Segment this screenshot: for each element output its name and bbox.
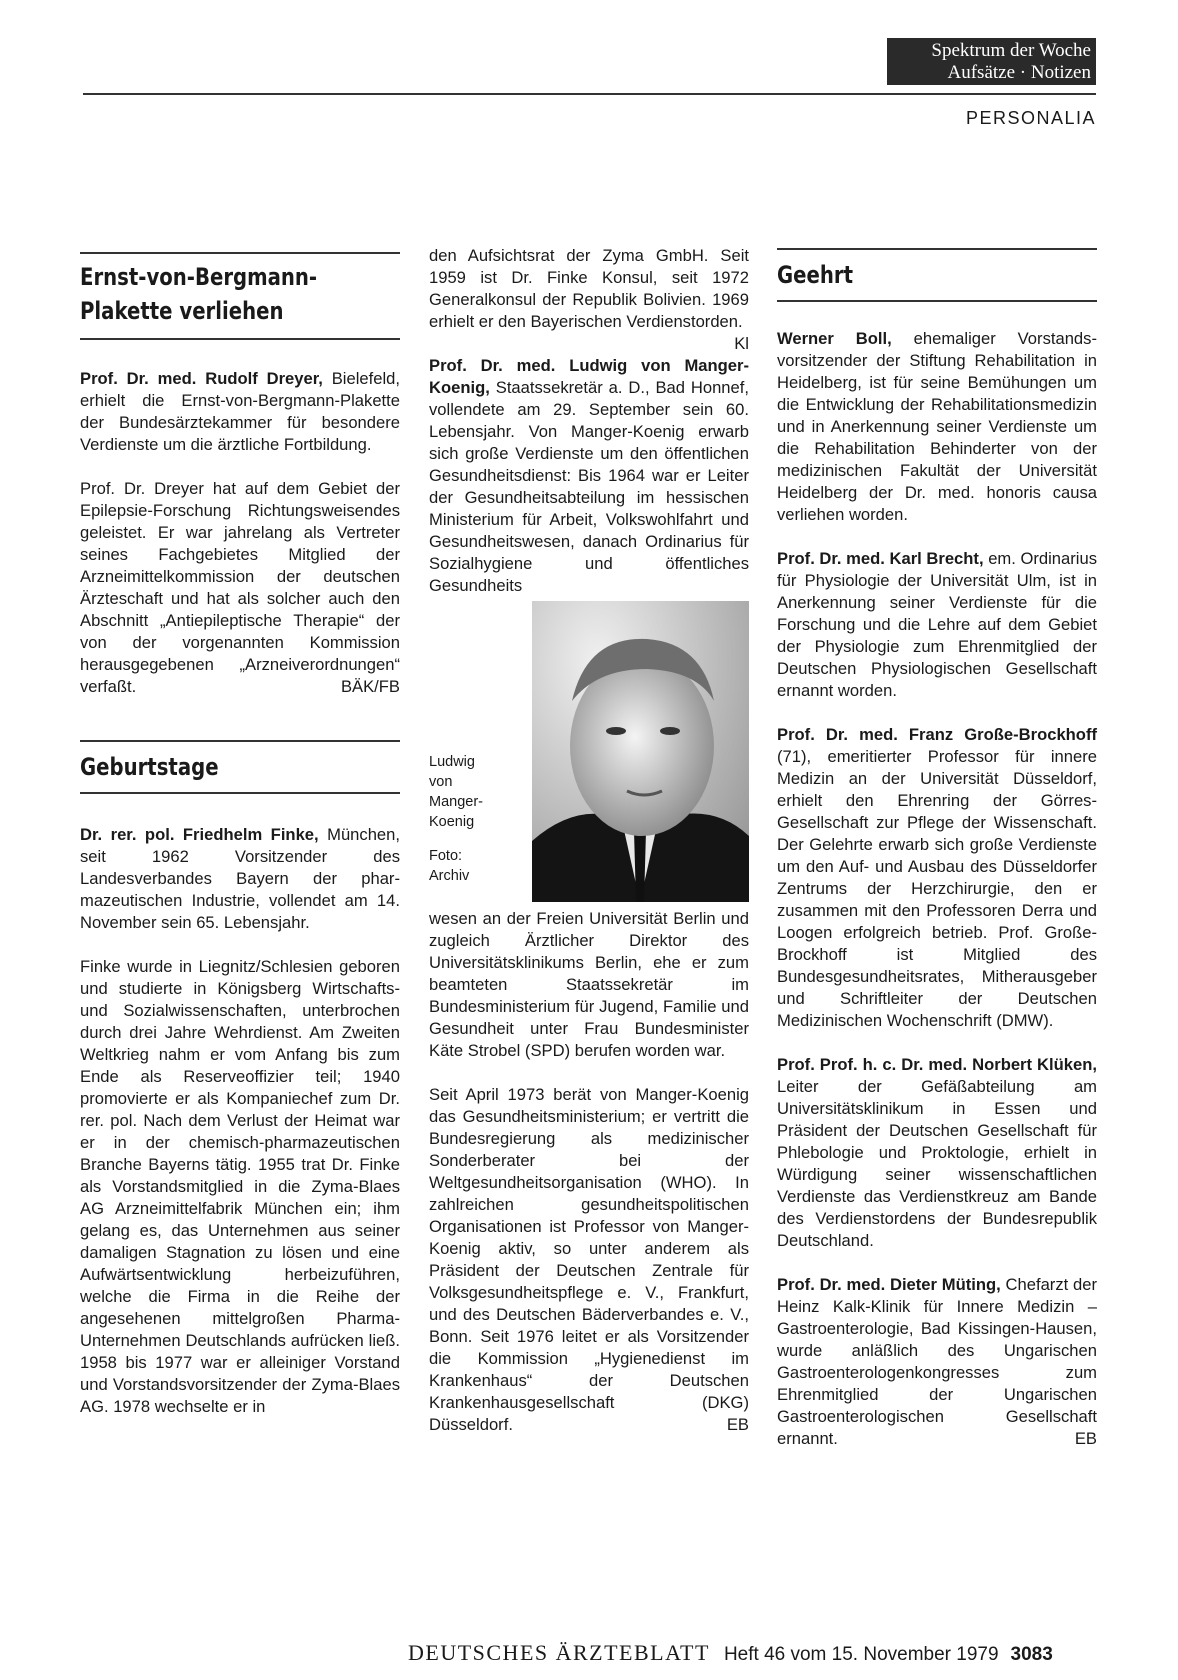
photo-caption [429, 752, 483, 886]
brecht-name: Prof. Dr. med. Karl Brecht, [777, 549, 984, 568]
article-muething [777, 1274, 1097, 1450]
caption-name-4: Koenig [429, 814, 475, 830]
page-footer [408, 1640, 1053, 1666]
finke-source: Kl [734, 334, 749, 353]
finke-name: Dr. rer. pol. Friedhelm Finke, [80, 825, 319, 844]
issue-info: Heft 46 vom 15. November 1979 [723, 1644, 999, 1665]
dreyer-text1: Bielefeld, erhielt die Ernst-von-Bergmann-Plakette der Bundesärztekammer für besondere Verdienste um die ärztliche Fortbildung. [80, 369, 400, 454]
heading-rule-bottom [777, 300, 1097, 302]
caption-name-3: Manger- [429, 794, 483, 810]
caption-foto-1: Foto: [429, 848, 463, 864]
brecht-text: em. Ordinarius für Physiologie der Universität Ulm, ist in Anerkennung seiner Verdienste für die Forschung und die Lehre auf dem Gebiet der Physiologie zum Ehrenmitglied der Deutschen Physiologischen Gesellschaft ernannt worden. [777, 549, 1098, 700]
magazine-name: DEUTSCHES ÄRZTEBLATT [408, 1640, 710, 1665]
dreyer-source: BÄK/FB [340, 677, 400, 696]
column-3 [777, 248, 1097, 1450]
boll-text: ehemaliger Vorstandsvorsitzender der Stiftung Rehabilitation in Heidelberg, ist für seine Bemühungen um die Entwicklung der Rehabilitationsmedizin und in Anerkennung seiner Verdienste um die Rehabilitation Behinderter von der medizinischen Fakultät der Universität Heidelberg der Dr. med. honoris causa verliehen worden. [777, 329, 1097, 524]
heading-geburtstage: Geburtstage [80, 753, 219, 781]
muething-source: EB [1074, 1429, 1097, 1448]
article-manger-1 [429, 355, 749, 597]
article-manger-2: wesen an der Freien Universität Berlin und zugleich Ärztlicher Direktor des Universitätsklinikums Berlin, ehe er zum beamteten Staatssekretär im Bundesministerium für Jugend, Familie und Gesundheit unter Frau Bundesminister Käte Strobel (SPD) berufen worden war. [429, 909, 749, 1060]
grosse-text: (71), emeritierter Professor für innere Medizin an der Universität Düsseldorf, erhielt den Ehrenring der Görres-Gesellschaft zur Pflege der Wissenschaft. Der Gelehrte erwarb sich große Verdienste um den Auf- und Ausbau des Düsseldorfer Zentrums der Herzchirurgie, den er zusammen mit den Professoren Derra und Loogen erfolgreich betrieb. Prof. Große-Brockhoff ist Mitglied des Bundesgesundheitsrates, Mitherausgeber und Schriftleiter der Deutschen Medizinischen Wochenschrift (DMW). [777, 747, 1097, 1030]
caption-name-2: von [429, 774, 453, 790]
article-dreyer-1 [80, 368, 400, 456]
manger-name: Prof. Dr. med. Ludwig von Manger-Koenig, [429, 356, 749, 397]
column-2 [429, 245, 749, 1436]
article-brecht [777, 548, 1097, 702]
article-boll [777, 328, 1097, 526]
heading-bergmann-line2: Plakette verliehen [80, 297, 284, 325]
manger-text1: Staatssekretär a. D., Bad Honnef, vollendete am 29. September sein 60. Lebensjahr. Von Manger-Koenig erwarb sich große Verdienste um den öffentlichen Gesundheitsdienst: Bis 1964 war er Leiter der Gesundheitsabteilung im hessischen Ministerium für Arbeit, Volkswohlfahrt und Gesundheitswesen, danach Ordinarius für Sozialhygiene und öffentliches Gesundheits [429, 378, 749, 595]
photo-block [429, 601, 749, 902]
heading-geehrt: Geehrt [777, 261, 853, 289]
page-number: 3083 [1010, 1644, 1053, 1665]
finke-cont-text: den Aufsichtsrat der Zyma GmbH. Seit 1959 ist Dr. Finke Konsul, seit 1972 Generalkonsul der Republik Bolivien. 1969 erhielt er den Bayerischen Verdienstorden. [429, 246, 749, 331]
muething-text: Chefarzt der Heinz Kalk-Klinik für Innere Medizin – Gastroenterologie, Bad Kissingen-Hausen, wurde anläßlich des Ungarischen Gastroenterologenkongresses zum Ehrenmitglied der Ungarischen Gastroenterologischen Gesellschaft ernannt. [777, 1275, 1097, 1448]
article-grosse [777, 724, 1097, 1032]
grosse-name: Prof. Dr. med. Franz Große-Brockhoff [777, 725, 1097, 744]
article-manger-3 [429, 1084, 749, 1436]
section-label: PERSONALIA [965, 108, 1096, 128]
column-1 [80, 252, 400, 1418]
header-rule [83, 93, 1096, 95]
finke-text1: München, seit 1962 Vorsitzender des Landesverbandes Bayern der pharmazeutischen Industrie, vollendet am 14. November sein 65. Lebensjahr. [80, 825, 400, 932]
dreyer-name: Prof. Dr. med. Rudolf Dreyer, [80, 369, 323, 388]
article-klueken [777, 1054, 1097, 1252]
article-finke-1 [80, 824, 400, 934]
manger-text3: Seit April 1973 berät von Manger-Koenig das Gesundheitsministerium; er vertritt die Bundesregierung als medizinischer Sonderberater bei der Weltgesundheitsorganisation (WHO). In zahlreichen gesundheitspolitischen Organisationen ist Professor von Manger-Koenig aktiv, so unter anderem als Präsident der Deutschen Zentrale für Volksgesundheitspflege e. V., Frankfurt, und des Deutschen Bäderverbandes e. V., Bonn. Seit 1976 leitet er als Vorsitzender die Kommission „Hygienedienst im Krankenhaus“ der Deutschen Krankenhausgesellschaft (DKG) Düsseldorf. [429, 1085, 749, 1434]
caption-foto-2: Archiv [429, 868, 470, 884]
klueken-text: Leiter der Gefäßabteilung am Universitätsklinikum in Essen und Präsident der Deutschen Gesellschaft für Phlebologie und Proktologie, erhielt in Würdigung seiner wissenschaftlichen Verdienste das Verdienstkreuz am Bande des Verdienstordens der Bundesrepublik Deutschland. [777, 1077, 1097, 1250]
section-box-line1: Spektrum der Woche [931, 40, 1091, 61]
heading-rule-bottom [80, 338, 400, 340]
article-dreyer-2 [80, 478, 400, 698]
heading-rule-bottom [80, 792, 400, 794]
heading-bergmann-line1: Ernst-von-Bergmann- [80, 263, 318, 291]
section-box-line2: Aufsätze · Notizen [947, 62, 1091, 83]
article-finke-2: Finke wurde in Liegnitz/Schlesien geboren und studierte in Königsberg Wirtschafts- und Sozialwissenschaften, unterbrochen durch drei Jahre Wehrdienst. Am Zweiten Weltkrieg nahm er vom Anfang bis zum Ende als Reserveoffizier teil; 1940 promovierte er als Kompaniechef zum Dr. rer. pol. Nach dem Verlust der Heimat war er in der chemisch-pharmazeutischen Branche Bayerns tätig. 1955 trat Dr. Finke als Vorstandsmitglied in die Zyma-Blaes AG Arzneimittelfabrik München ein; ihm gelang es, das Unternehmen aus seiner damaligen Stagnation zu lösen und eine Aufwärtsentwicklung herbeizuführen, welche die Firma in die Reihe der angesehenen mittelgroßen Pharma-Unternehmen Deutschlands aufrücken ließ. 1958 bis 1977 war er alleiniger Vorstand und Vorstandsvorsitzender der Zyma-Blaes AG. 1978 wechselte er in [80, 957, 400, 1416]
boll-name: Werner Boll, [777, 329, 892, 348]
muething-name: Prof. Dr. med. Dieter Müting, [777, 1275, 1001, 1294]
manger-source: EB [726, 1415, 749, 1434]
portrait-photo [532, 601, 749, 902]
section-box [887, 38, 1096, 85]
klueken-name: Prof. Prof. h. c. Dr. med. Norbert Klüken, [777, 1055, 1097, 1074]
article-finke-cont [429, 245, 749, 353]
caption-name-1: Ludwig [429, 754, 475, 770]
dreyer-text2: Prof. Dr. Dreyer hat auf dem Gebiet der Epilepsie-Forschung Richtungsweisendes geleistet. Er war jahrelang als Vertreter seines Fachgebietes Mitglied der Arzneimittelkommission der deutschen Ärzteschaft und hat als solcher auch den Abschnitt „Antiepileptische Therapie“ der von der vorgenannten Kommission herausgegebenen „Arzneiverordnungen“ verfaßt. [80, 479, 400, 696]
